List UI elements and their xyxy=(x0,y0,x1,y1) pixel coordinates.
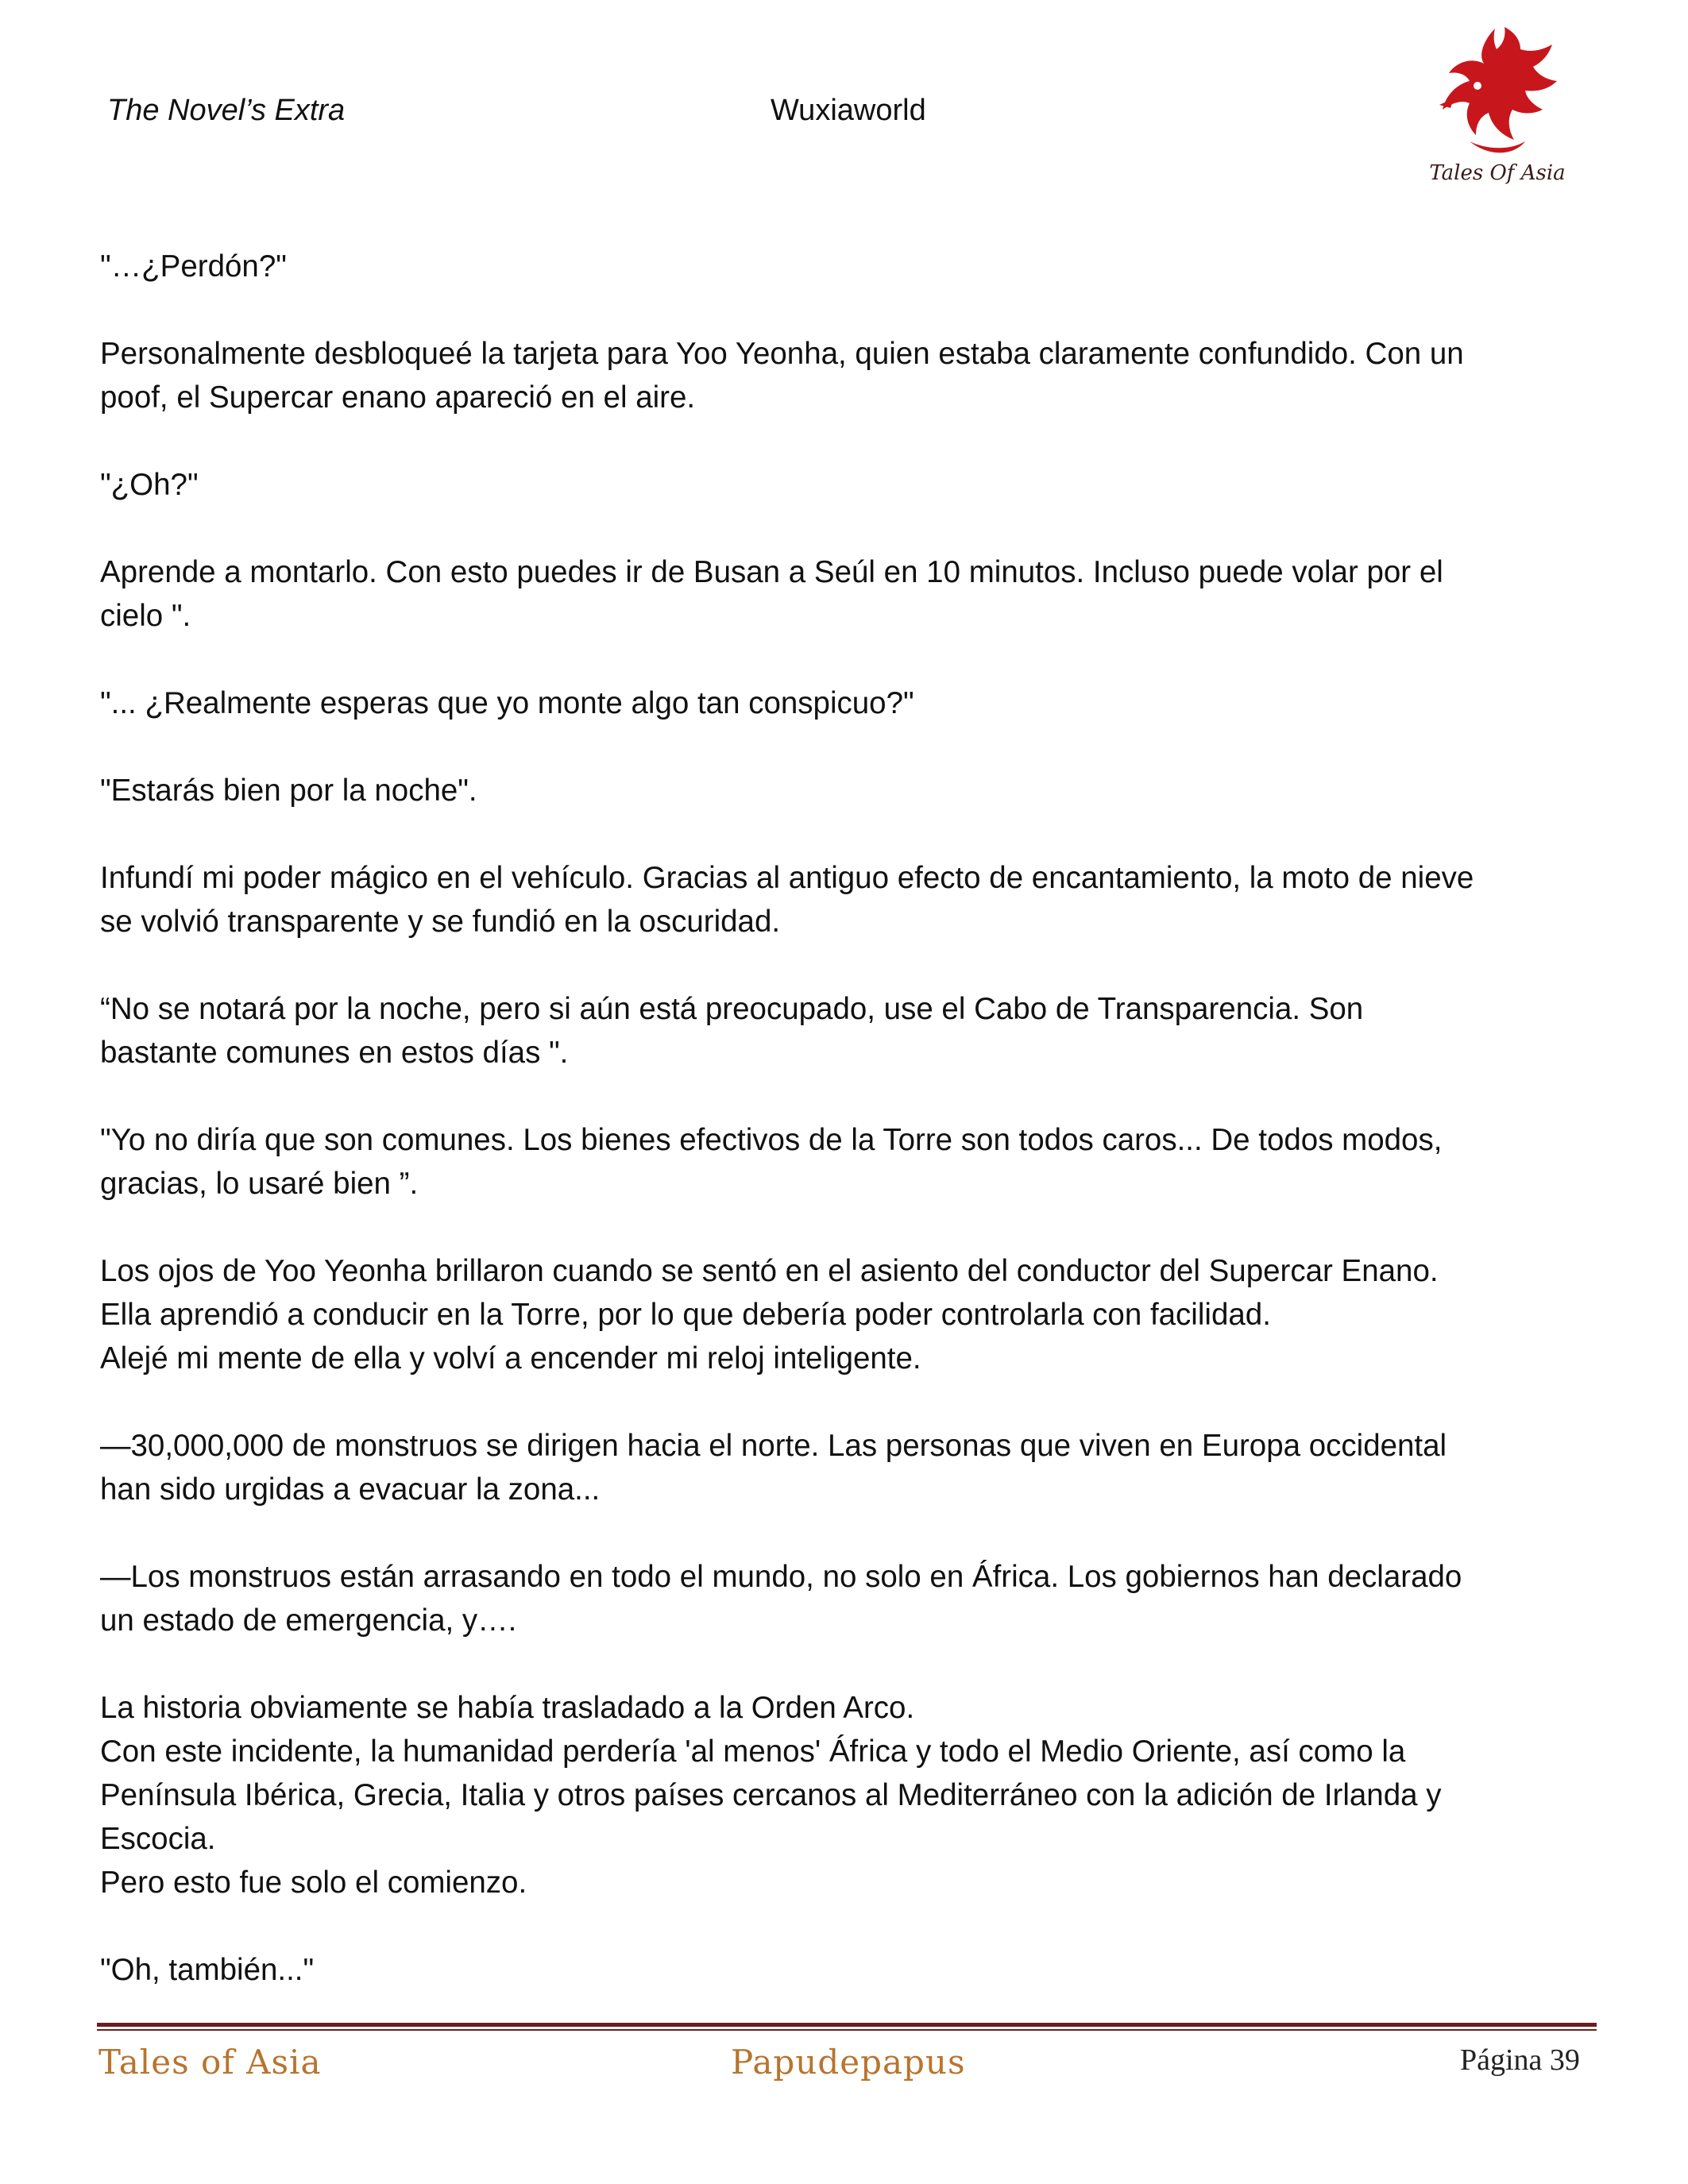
text-line: Ella aprendió a conducir en la Torre, por lo que debería poder controlarla con facilidad. xyxy=(100,1298,1271,1332)
text-line: —30,000,000 de monstruos se dirigen hacia el norte. Las personas que viven en Europa occidental xyxy=(100,1429,1447,1463)
paragraph-gap xyxy=(100,507,1593,550)
text-line: "Yo no diría que son comunes. Los bienes efectivos de la Torre son todos caros... De todos modos, xyxy=(100,1123,1443,1157)
paragraph-gap xyxy=(100,1206,1593,1249)
footer-rule-thick xyxy=(97,2023,1597,2027)
text-line: La historia obviamente se había trasladado a la Orden Arco. xyxy=(100,1691,915,1725)
text-line: Pero esto fue solo el comienzo. xyxy=(100,1866,527,1900)
text-line: —Los monstruos están arrasando en todo el mundo, no solo en África. Los gobiernos han declarado xyxy=(100,1560,1462,1594)
paragraph-gap xyxy=(100,1075,1593,1118)
text-line: "¿Oh?" xyxy=(100,468,199,502)
document-body xyxy=(100,245,1593,1992)
logo-text: Tales Of Asia xyxy=(1429,161,1566,185)
footer-group-name: Tales of Asia xyxy=(98,2043,322,2082)
paragraph-gap xyxy=(100,638,1593,681)
paragraph-gap xyxy=(100,1511,1593,1555)
text-line: Aprende a montarlo. Con esto puedes ir de Busan a Seúl en 10 minutos. Incluso puede volar por el xyxy=(100,555,1443,589)
paragraph-gap xyxy=(100,1904,1593,1948)
text-line: cielo ". xyxy=(100,599,191,633)
text-line: “No se notará por la noche, pero si aún está preocupado, use el Cabo de Transparencia. Son xyxy=(100,992,1364,1026)
text-line: han sido urgidas a evacuar la zona... xyxy=(100,1472,601,1507)
header-site-name: Wuxiaworld xyxy=(771,94,926,127)
text-line: Escocia. xyxy=(100,1822,216,1856)
paragraph-gap xyxy=(100,1642,1593,1686)
text-line: "Oh, también..." xyxy=(100,1953,315,1987)
paragraph-gap xyxy=(100,288,1593,332)
paragraph-gap xyxy=(100,812,1593,856)
paragraph-gap xyxy=(100,419,1593,463)
footer-translator: Papudepapus xyxy=(731,2043,966,2082)
paragraph-gap xyxy=(100,725,1593,769)
text-line: se volvió transparente y se fundió en la oscuridad. xyxy=(100,905,781,939)
footer-page-number: Página 39 xyxy=(1460,2043,1580,2077)
text-line: Los ojos de Yoo Yeonha brillaron cuando se sentó en el asiento del conductor del Supercar Enano. xyxy=(100,1254,1439,1288)
text-line: Personalmente desbloqueé la tarjeta para Yoo Yeonha, quien estaba claramente confundido. Con un xyxy=(100,337,1464,371)
text-line: gracias, lo usaré bien ”. xyxy=(100,1167,419,1201)
dragon-logo-icon xyxy=(1422,22,1573,189)
text-line: Infundí mi poder mágico en el vehículo. Gracias al antiguo efecto de encantamiento, la moto de nieve xyxy=(100,861,1474,895)
text-line: poof, el Supercar enano apareció en el aire. xyxy=(100,380,696,415)
text-line: bastante comunes en estos días ". xyxy=(100,1036,569,1070)
text-line: Península Ibérica, Grecia, Italia y otros países cercanos al Mediterráneo con la adición de Irlanda y xyxy=(100,1778,1442,1812)
text-line: "... ¿Realmente esperas que yo monte algo tan conspicuo?" xyxy=(100,686,914,720)
text-line: "Estarás bien por la noche". xyxy=(100,774,477,808)
text-line: Alejé mi mente de ella y volví a encender mi reloj inteligente. xyxy=(100,1341,921,1376)
footer-rule-thin xyxy=(97,2029,1597,2031)
text-line: Con este incidente, la humanidad perdería 'al menos' África y todo el Medio Oriente, así como la xyxy=(100,1734,1406,1769)
text-line: "…¿Perdón?" xyxy=(100,249,287,284)
paragraph-gap xyxy=(100,1380,1593,1424)
paragraph-gap xyxy=(100,943,1593,987)
header-novel-title: The Novel’s Extra xyxy=(107,94,346,127)
text-line: un estado de emergencia, y…. xyxy=(100,1603,517,1638)
